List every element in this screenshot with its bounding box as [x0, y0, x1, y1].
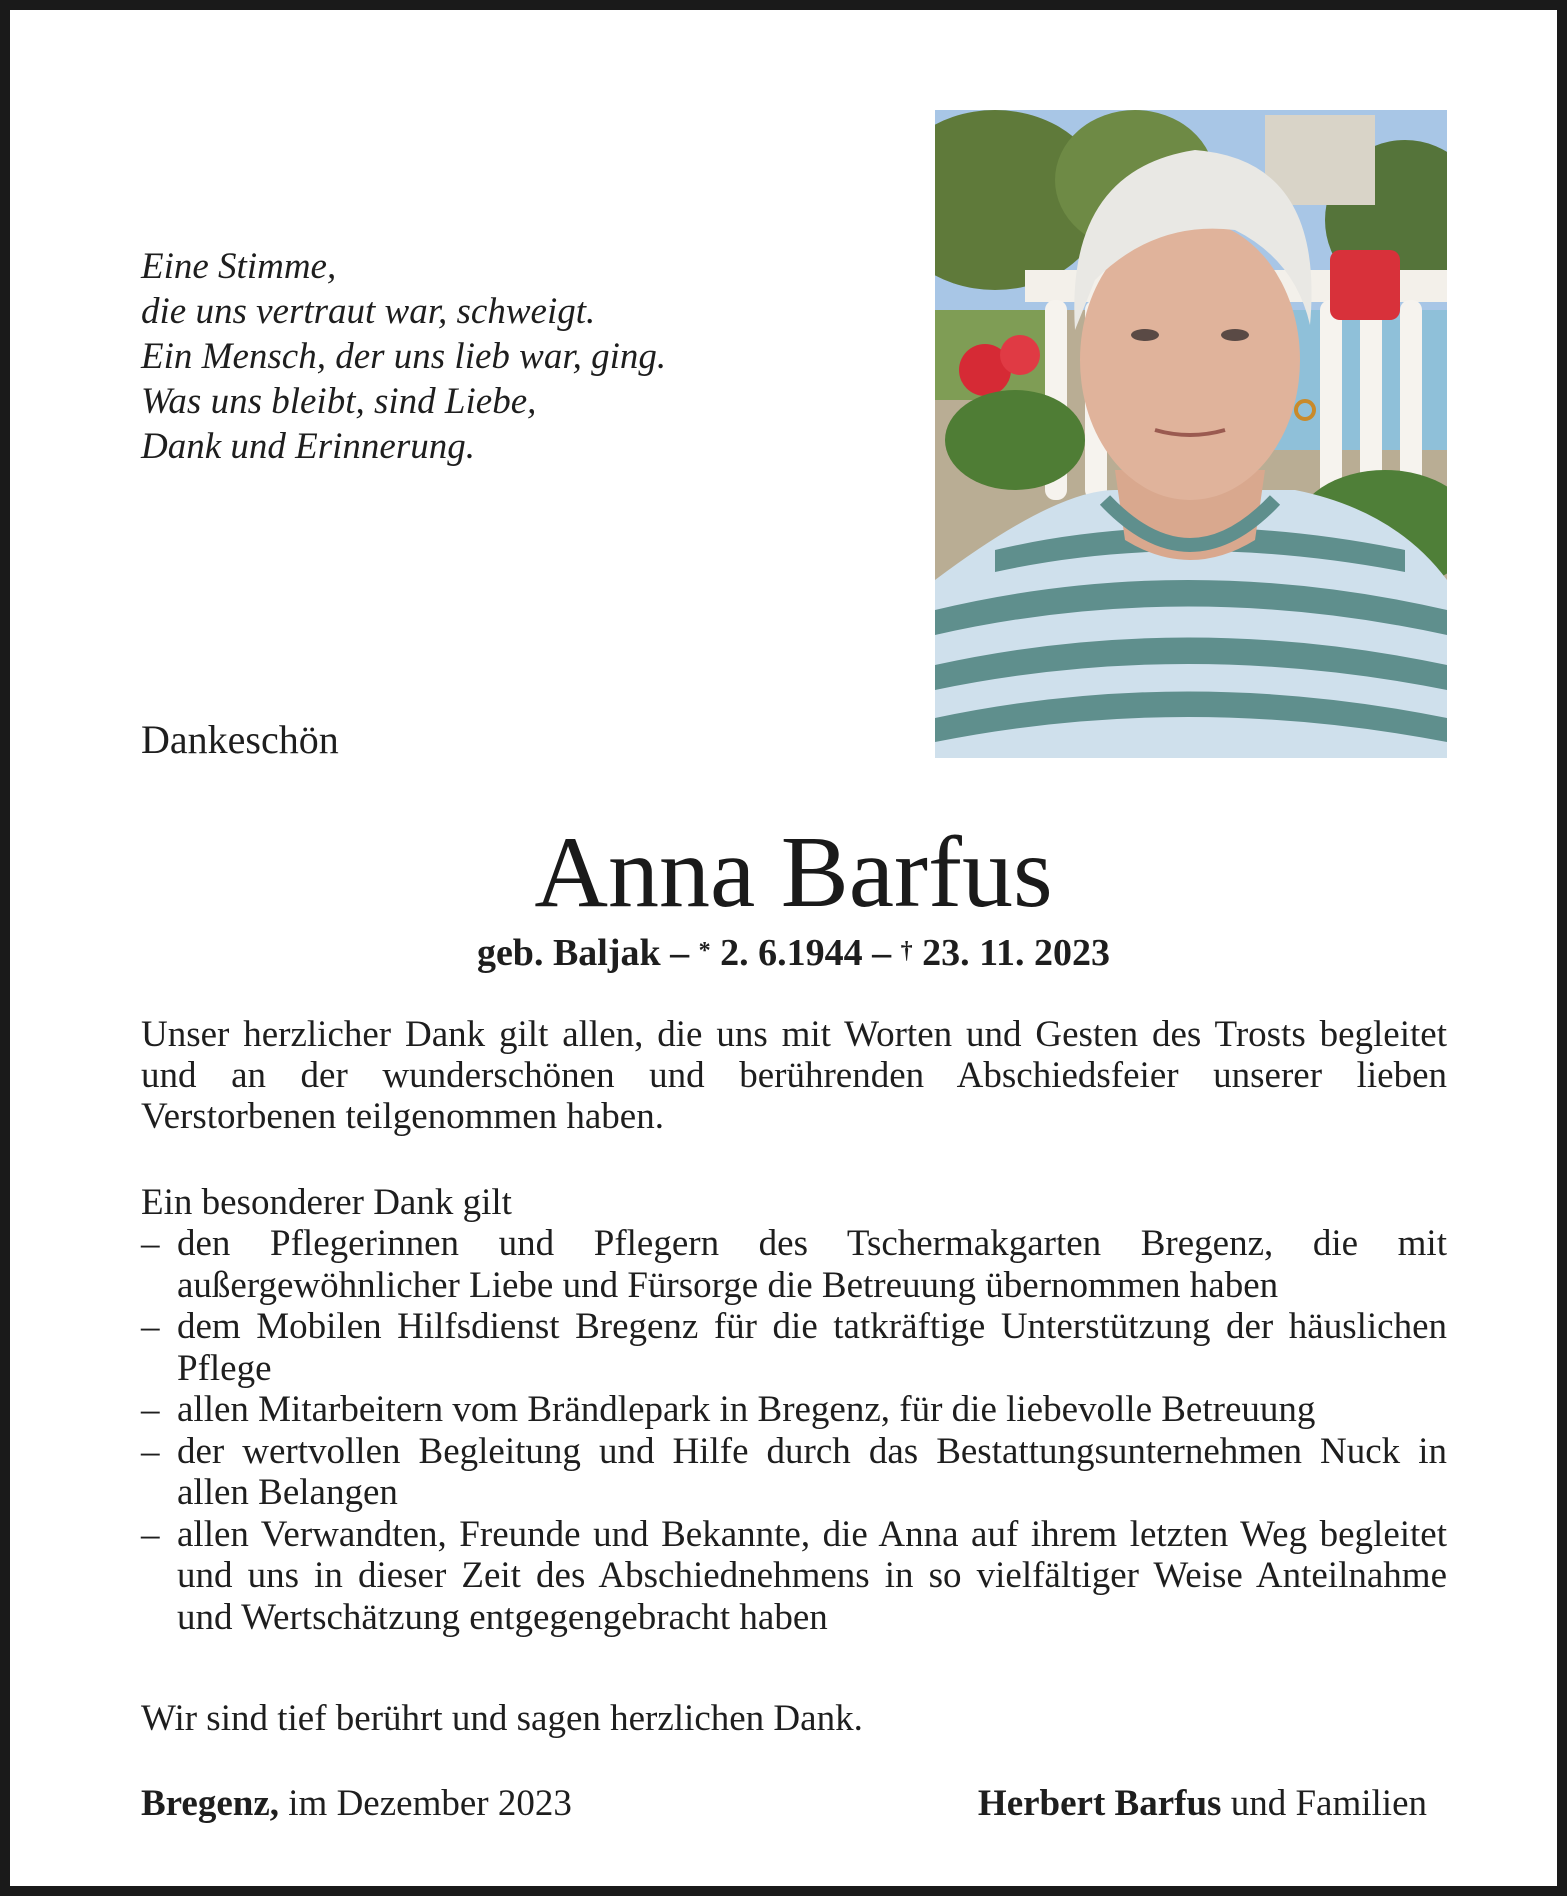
dash-bullet: –: [141, 1430, 160, 1472]
date: im Dezember 2023: [279, 1783, 572, 1824]
list-item-text: der wertvollen Begleitung und Hilfe durch das Bestattungsunternehmen Nuck in allen Belangen: [177, 1430, 1447, 1513]
signature: [978, 1783, 1427, 1824]
special-thanks-heading: Ein besonderer Dank gilt: [141, 1182, 512, 1223]
list-item-text: dem Mobilen Hilfsdienst Bregenz für die tatkräftige Unterstützung der häuslichen Pflege: [177, 1306, 1447, 1389]
place-date: [141, 1783, 572, 1824]
poem-line: Ein Mensch, der uns lieb war, ging.: [141, 336, 667, 377]
birth-date: 2. 6.1944: [710, 932, 863, 974]
family-text: und Familien: [1221, 1783, 1427, 1824]
death-date: 23. 11. 2023: [912, 932, 1111, 974]
signer-name: Herbert Barfus: [977, 1783, 1222, 1824]
list-item: [141, 1431, 1447, 1514]
portrait-photo: [935, 110, 1447, 758]
dash-bullet: –: [141, 1389, 160, 1430]
deceased-name: Anna Barfus: [534, 816, 1053, 929]
thank-you-heading: Dankeschön: [141, 717, 339, 762]
separator: –: [660, 932, 699, 974]
poem-line: Dank und Erinnerung.: [141, 426, 475, 467]
list-item-text: allen Verwandten, Freunde und Bekannte, die Anna auf ihrem letzten Weg begleitet und uns in dieser Zeit des Abschiednehmens in so vielfältiger Weise Anteilnahme und Wertschätzung entgegengebracht haben: [177, 1513, 1447, 1638]
portrait-image: [935, 110, 1447, 758]
poem: [141, 244, 666, 469]
birth-star-icon: *: [698, 938, 711, 964]
life-dates: [10, 930, 1567, 976]
poem-line: die uns vertraut war, schweigt.: [141, 291, 596, 332]
list-item-text: den Pflegerinnen und Pflegern des Tschermakgarten Bregenz, die mit außergewöhnlicher Liebe und Fürsorge die Betreuung übernommen haben: [177, 1223, 1447, 1306]
dash-bullet: –: [141, 1513, 160, 1555]
list-item: [141, 1514, 1447, 1639]
separator: –: [862, 932, 901, 974]
poem-line: Eine Stimme,: [141, 246, 337, 287]
place: Bregenz,: [141, 1783, 280, 1824]
dash-bullet: –: [141, 1223, 160, 1264]
list-item: [141, 1389, 1447, 1431]
intro-paragraph: Unser herzlicher Dank gilt allen, die uns mit Worten und Gesten des Trosts begleitet und an der wunderschönen und berührenden Abschiedsfeier unserer lieben Verstorbenen teilgenommen haben.: [141, 1014, 1447, 1137]
list-item: [141, 1223, 1447, 1306]
dash-bullet: –: [141, 1306, 160, 1347]
list-item-text: allen Mitarbeitern vom Brändlepark in Bregenz, für die liebevolle Betreuung: [177, 1389, 1316, 1430]
closing-sentence: Wir sind tief berührt und sagen herzlichen Dank.: [141, 1698, 863, 1739]
thanks-list: [141, 1223, 1447, 1638]
death-cross-icon: †: [900, 938, 913, 964]
list-item: [141, 1306, 1447, 1389]
poem-line: Was uns bleibt, sind Liebe,: [141, 381, 537, 422]
birth-name: geb. Baljak: [476, 932, 661, 974]
